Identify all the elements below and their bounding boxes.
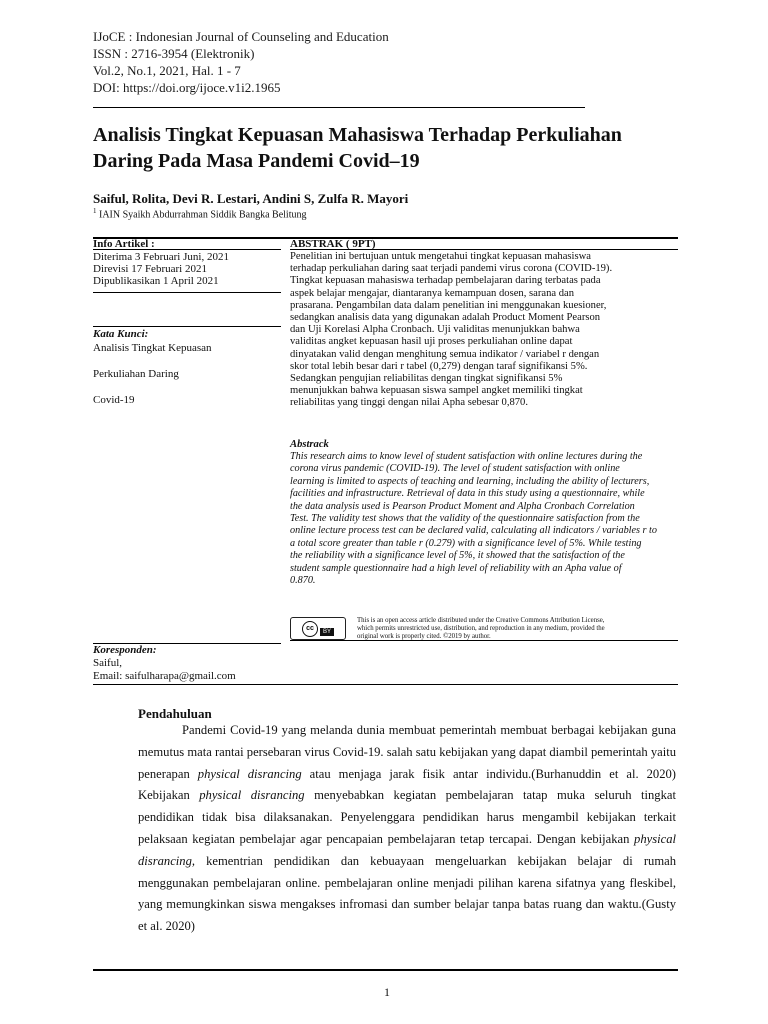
license-text: [357, 617, 673, 641]
affiliation-marker: 1: [93, 207, 97, 215]
article-title-line-1: Analisis Tingkat Kepuasan Mahasiswa Terhadap Perkuliahan: [93, 124, 622, 146]
info-heading: Info Artikel :: [93, 238, 155, 250]
affiliation: [93, 207, 693, 220]
intro-text: menyebabkan kegiatan pembelajaran tatap muka seluruh tingkat pendidikan tidak bisa dilaksanakan. Penyelenggara pendidikan harus mengambil kebijakan terkait pelaksaan kegiatan pembelajar agar pencapaian pembelajaran tetap tercapai. Dengan kebijakan: [138, 788, 676, 846]
abstract-en-line: This research aims to know level of student satisfaction with online lectures during the: [290, 451, 643, 462]
cc-by-license-badge[interactable]: [290, 617, 346, 640]
abstract-en-line: corona virus pandemic (COVID-19). The level of student satisfaction with online: [290, 463, 620, 475]
footer-rule: [93, 969, 678, 971]
abstract-en-line: online lecture process test can be declared valid, calculating all indicators / variables r to: [290, 525, 657, 537]
intro-body: [138, 720, 676, 938]
intro-italic-term: physical disrancing,: [138, 831, 676, 868]
info-received: Diterima 3 Februari Juni, 2021: [93, 251, 229, 263]
abstract-en-line: student sample questionnaire had a high level of reliability with an Apha value of: [290, 562, 622, 574]
abstrak-heading: ABSTRAK ( 9PT): [290, 238, 376, 250]
abstrak-line: skor total lebih besar dari r tabel (0,279) dengan taraf signifikansi 5%.: [290, 360, 588, 372]
info-published: Dipublikasikan 1 April 2021: [93, 275, 219, 287]
keyword-item: Analisis Tingkat Kepuasan: [93, 342, 212, 354]
license-line: original work is properly cited. ©2019 by author.: [357, 633, 491, 640]
intro-heading: Pendahuluan: [138, 706, 212, 721]
correspondence-heading: Koresponden:: [93, 644, 157, 656]
page-number: 1: [384, 985, 390, 999]
abstrak-line: terhadap perkuliahan daring saat terjadi pandemi virus corona (COVID-19).: [290, 263, 613, 275]
keywords: [93, 328, 281, 407]
journal-issn: ISSN : 2716-3954 (Elektronik): [93, 46, 255, 61]
keywords-top-rule: [93, 326, 281, 327]
intro-italic-term: physical disrancing: [199, 788, 305, 803]
journal-header: [93, 28, 573, 96]
abstract-en-section: [290, 438, 674, 587]
abstract-en-line: the data analysis used is Pearson Product Moment and Alpha Cronbach Correlation: [290, 500, 635, 512]
intro-italic-term: physical disrancing: [197, 766, 302, 781]
abstrak-line: prasarana. Pengambilan data dalam penelitian ini menggunakan kuesioner,: [290, 299, 607, 311]
article-info: [93, 238, 281, 287]
abstrak-line: Sedangkan pengujian reliabilitas dengan tingkat signifikansi 5%: [290, 373, 563, 385]
abstrak-line: dinyatakan valid dengan menghitung semua indikator / variabel r dengan: [290, 348, 600, 360]
abstrak-line: dan Uji Korelasi Alpha Cronbach. Uji validitas menunjukkan bahwa: [290, 324, 580, 336]
journal-volume: Vol.2, No.1, 2021, Hal. 1 - 7: [93, 63, 241, 78]
abstract-en-line: 0.870.: [290, 575, 316, 587]
intro-text: kementrian pendidikan dan kebuayaan mengeluarkan kebijakan belajar di rumah menggunakan pembelajaran online. pembelajaran online menjadi pilihan karena sifatnya yang fleskibel, yang memungkinkan siswa mengakses infromasi dan sumber belajar tanpa batas ruang dan waktu.(Gusty et al. 2020): [138, 853, 676, 934]
affiliation-text: IAIN Syaikh Abdurrahman Siddik Bangka Belitung: [99, 209, 307, 221]
abstract-en-body: [290, 451, 674, 587]
author-list: Saiful, Rolita, Devi R. Lestari, Andini S, Zulfa R. Mayori: [93, 191, 409, 206]
abstract-en-line: learning is limited to aspects of teaching and learning, including the ability of lecturers,: [290, 475, 650, 487]
correspondence: [93, 644, 393, 683]
journal-name: IJoCE : Indonesian Journal of Counseling and Education: [93, 29, 389, 44]
abstract-en-line: a total score greater than table r (0.279) with a significance level of 5%. While testing: [290, 537, 642, 549]
article-title: [93, 122, 693, 174]
license-line: This is an open access article distributed under the Creative Commons Attribution License,: [357, 617, 605, 624]
keyword-item: Covid-19: [93, 394, 135, 406]
header-rule: [93, 107, 585, 108]
abstrak-line: reliabilitas yang tinggi dengan nilai Apha sebesar 0,870.: [290, 397, 529, 409]
abstrak-section: [290, 238, 674, 410]
creative-commons-icon: cc: [302, 621, 318, 637]
article-title-line-2: Daring Pada Masa Pandemi Covid–19: [93, 150, 420, 172]
info-revised: Direvisi 17 Februari 2021: [93, 263, 207, 275]
info-dates-rule: [93, 292, 281, 293]
abstrak-line: sedangkan analisis data yang digunakan adalah Product Moment Pearson: [290, 312, 601, 324]
abstrak-line: menunjukkan bahwa kepuasan siswa sampel angket memiliki tingkat: [290, 385, 583, 397]
abstrak-line: aspek belajar mengajar, diantaranya kemampuan dosen, sarana dan: [290, 287, 575, 299]
abstract-en-line: Test. The validity test shows that the validity of the questionnaire satisfaction from the: [290, 513, 640, 525]
abstrak-line: Tingkat kepuasan mahasiswa terhadap pembelajaran daring terbatas pada: [290, 275, 601, 287]
intro-text: Pandemi Covid-19 yang melanda dunia membuat pemerintah membuat berbagai kebijakan guna memutus mata rantai persebaran virus Covid-19. salah satu kebijakan yang dapat diambil pemerintah yaitu penerapan: [138, 723, 676, 781]
abstrak-line: Penelitian ini bertujuan untuk mengetahui tingkat kepuasan mahasiswa: [290, 251, 591, 262]
intro-paragraph: [138, 720, 676, 938]
journal-doi[interactable]: DOI: https://doi.org/ijoce.v1i2.1965: [93, 80, 281, 95]
abstrak-body: [290, 251, 674, 410]
attribution-icon: BY: [320, 628, 334, 636]
abstract-en-line: facilities and infrastructure. Retrieval of data in this study using a questionnaire, while: [290, 488, 645, 500]
abstrak-line: validitas angket kepuasan hasil uji proses perkuliahan online dapat: [290, 336, 573, 348]
correspondence-email[interactable]: Email: saifulharapa@gmail.com: [93, 670, 236, 682]
license-line: which permits unrestricted use, distribution, and reproduction in any medium, provided the: [357, 625, 605, 632]
abstract-en-line: the reliability with a significance level of 5%, it showed that the satisfaction of the: [290, 550, 625, 562]
keyword-item: Perkuliahan Daring: [93, 368, 179, 380]
abstract-en-heading: Abstrack: [290, 439, 329, 450]
intro-text: atau menjaga jarak fisik antar individu.(Burhanuddin et al. 2020) Kebijakan: [138, 766, 676, 803]
keywords-heading: Kata Kunci:: [93, 328, 149, 340]
correspondence-name: Saiful,: [93, 657, 123, 669]
correspondence-bottom-rule: [93, 684, 678, 685]
